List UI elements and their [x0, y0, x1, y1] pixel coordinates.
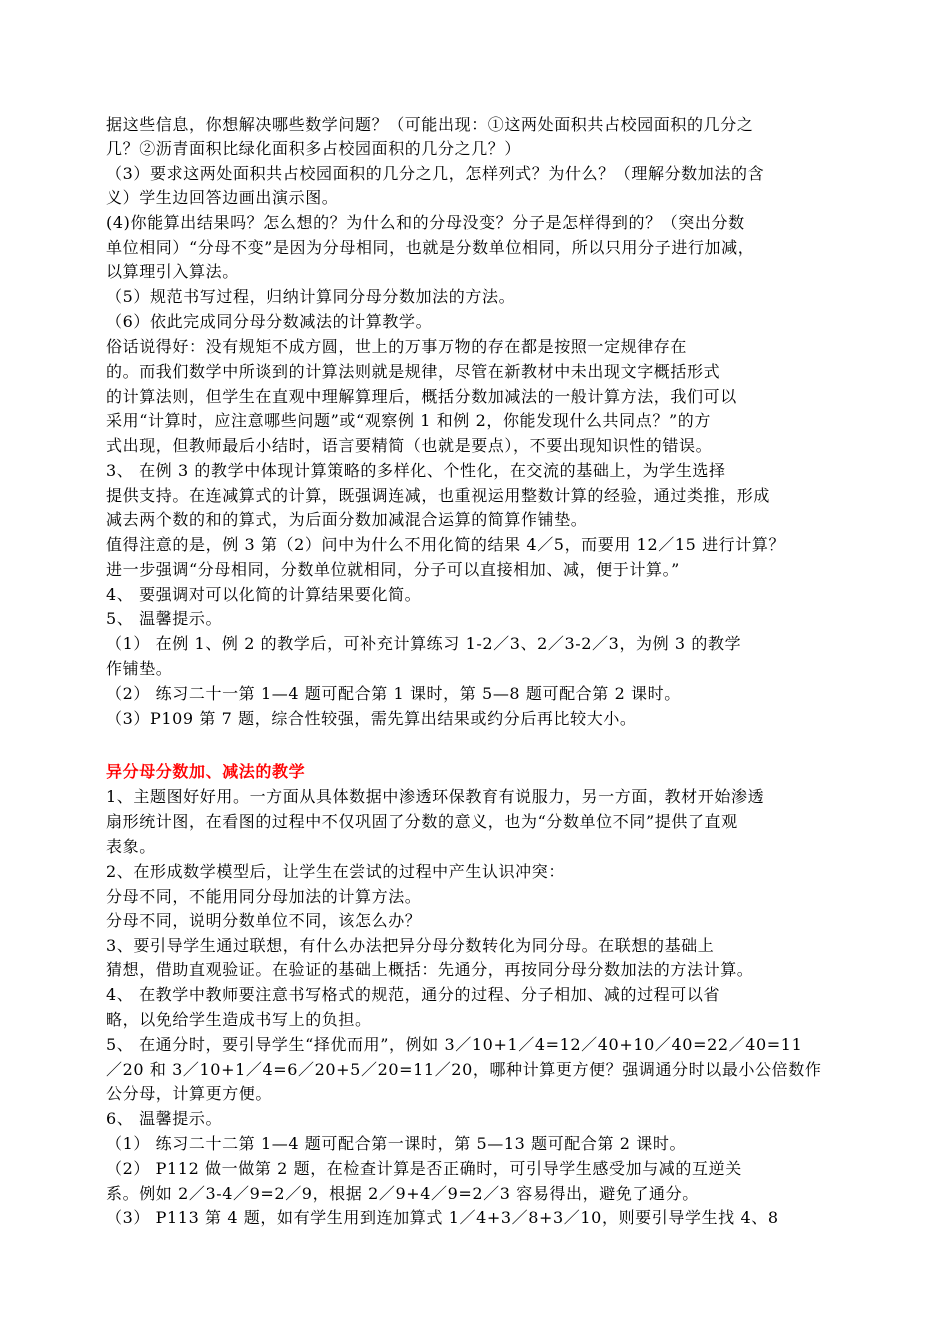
paragraph-line: 采用“计算时，应注意哪些问题”或“观察例 1 和例 2，你能发现什么共同点？”的方: [106, 411, 711, 430]
paragraph-line: （6）依此完成同分母分数减法的计算教学。: [106, 312, 433, 331]
paragraph-line: 6、 温馨提示。: [106, 1109, 223, 1128]
paragraph-line: （3）P109 第 7 题，综合性较强，需先算出结果或约分后再比较大小。: [106, 709, 637, 728]
paragraph-line: （5）规范书写过程，归纳计算同分母分数加法的方法。: [106, 287, 516, 306]
paragraph-line: 1、主题图好好用。一方面从具体数据中渗透环保教育有说服力，另一方面，教材开始渗透: [106, 787, 765, 806]
paragraph-line: 表象。: [106, 837, 156, 856]
paragraph-line: 的计算法则，但学生在直观中理解算理后，概括分数加减法的一般计算方法，我们可以: [106, 387, 737, 406]
paragraph-line: （1） 在例 1、例 2 的教学后，可补充计算练习 1-2／3、2／3-2／3，为例 3 的教学: [106, 634, 742, 653]
paragraph-line: 几？②沥青面积比绿化面积多占校园面积的几分之几？）: [106, 139, 522, 158]
paragraph-line: 作铺垫。: [106, 659, 173, 678]
section-heading: 异分母分数加、减法的教学: [106, 762, 306, 781]
paragraph-line: （2） 练习二十一第 1—4 题可配合第 1 课时，第 5—8 题可配合第 2 课时。: [106, 684, 681, 703]
paragraph-line: （2） P112 做一做第 2 题，在检查计算是否正确时，可引导学生感受加与减的互逆关: [106, 1159, 742, 1178]
paragraph-line: 系。例如 2／3-4／9=2／9，根据 2／9+4／9=2／3 容易得出，避免了通分。: [106, 1184, 699, 1203]
paragraph-line: 略，以免给学生造成书写上的负担。: [106, 1010, 372, 1029]
paragraph-line: 2、在形成数学模型后，让学生在尝试的过程中产生认识冲突：: [106, 862, 565, 881]
paragraph-line: 3、 在例 3 的教学中体现计算策略的多样化、个性化，在交流的基础上，为学生选择: [106, 461, 726, 480]
paragraph-line: 猜想，借助直观验证。在验证的基础上概括：先通分，再按同分母分数加法的方法计算。: [106, 960, 754, 979]
paragraph-line: 进一步强调“分母相同，分数单位就相同，分子可以直接相加、减，便于计算。”: [106, 560, 680, 579]
paragraph-line: 值得注意的是，例 3 第（2）问中为什么不用化简的结果 4／5，而要用 12／15 进行计算？: [106, 535, 786, 554]
paragraph-line: 公分母，计算更方便。: [106, 1084, 273, 1103]
paragraph-line: (4)你能算出结果吗？怎么想的？为什么和的分母没变？分子是怎样得到的？（突出分数: [106, 213, 745, 232]
paragraph-line: 5、 在通分时，要引导学生“择优而用”，例如 3／10+1／4=12／40+10／40=22／40=11: [106, 1035, 803, 1054]
paragraph-line: （3）要求这两处面积共占校园面积的几分之几，怎样列式？为什么？（理解分数加法的含: [106, 164, 765, 183]
paragraph-line: ／20 和 3／10+1／4=6／20+5／20=11／20，哪种计算更方便？强调通分时以最小公倍数作: [106, 1060, 822, 1079]
paragraph-line: 分母不同，不能用同分母加法的计算方法。: [106, 887, 422, 906]
paragraph-line: 式出现，但教师最后小结时，语言要精简（也就是要点），不要出现知识性的错误。: [106, 436, 713, 455]
paragraph-line: 以算理引入算法。: [106, 262, 239, 281]
paragraph-line: （3） P113 第 4 题，如有学生用到连加算式 1／4+3／8+3／10，则要引导学生找 4、8: [106, 1208, 779, 1227]
paragraph-line: 义）学生边回答边画出演示图。: [106, 188, 339, 207]
paragraph-line: 俗话说得好：没有规矩不成方圆，世上的万事万物的存在都是按照一定规律存在: [106, 337, 688, 356]
paragraph-line: 4、 要强调对可以化简的计算结果要化简。: [106, 585, 422, 604]
paragraph-line: 4、 在教学中教师要注意书写格式的规范，通分的过程、分子相加、减的过程可以省: [106, 985, 721, 1004]
paragraph-line: 扇形统计图，在看图的过程中不仅巩固了分数的意义，也为“分数单位不同”提供了直观: [106, 812, 738, 831]
paragraph-line: 提供支持。在连减算式的计算，既强调连减，也重视运用整数计算的经验，通过类推，形成: [106, 486, 771, 505]
paragraph-line: 减去两个数的和的算式，为后面分数加减混合运算的简算作铺垫。: [106, 510, 588, 529]
paragraph-line: 5、 温馨提示。: [106, 609, 223, 628]
paragraph-line: 分母不同，说明分数单位不同，该怎么办？: [106, 911, 422, 930]
paragraph-line: 的。而我们数学中所谈到的计算法则就是规律，尽管在新教材中未出现文字概括形式: [106, 362, 721, 381]
paragraph-line: 单位相同）“分母不变”是因为分母相同，也就是分数单位相同，所以只用分子进行加减，: [106, 238, 755, 257]
paragraph-line: 据这些信息，你想解决哪些数学问题？（可能出现：①这两处面积共占校园面积的几分之: [106, 115, 754, 134]
paragraph-line: （1） 练习二十二第 1—4 题可配合第一课时，第 5—13 题可配合第 2 课时。: [106, 1134, 687, 1153]
paragraph-line: 3、要引导学生通过联想，有什么办法把异分母分数转化为同分母。在联想的基础上: [106, 936, 715, 955]
